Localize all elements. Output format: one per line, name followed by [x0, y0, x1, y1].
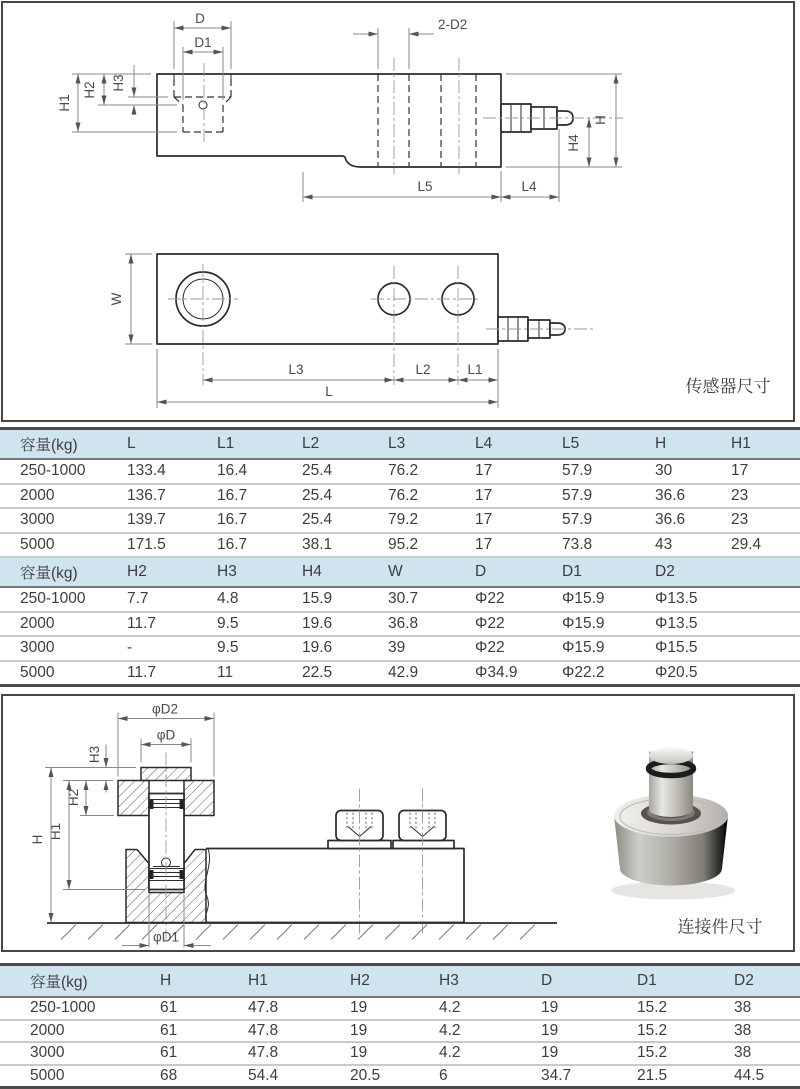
table-cell: 5000 [20, 663, 55, 681]
table-cell: 20.5 [350, 1066, 381, 1084]
table-cell: Φ15.9 [562, 639, 605, 657]
dim-label-conn-H3: H3 [87, 745, 102, 764]
dim-label-L4: L4 [521, 179, 537, 194]
mounting-holes-hidden-lines [378, 58, 476, 174]
table-cell: Φ22 [475, 639, 505, 657]
table-cell: 3000 [20, 639, 55, 657]
table-cell: 38 [734, 999, 752, 1017]
table-cell: 250-1000 [20, 462, 86, 480]
table-row [0, 588, 800, 613]
table-header-row [0, 558, 800, 588]
table-cell: 29.4 [731, 535, 762, 553]
dim-label-H3: H3 [111, 74, 126, 92]
table-cell: 133.4 [127, 462, 166, 480]
table-cell: 136.7 [127, 486, 166, 504]
table-cell: 54.4 [248, 1066, 279, 1084]
table-row [0, 637, 800, 662]
table-cell: Φ15.9 [562, 590, 605, 608]
table-cell: 4.2 [439, 1021, 461, 1039]
table-row [0, 998, 800, 1021]
column-header: H3 [439, 972, 459, 989]
table-row [0, 1021, 800, 1044]
table-cell: 17 [475, 486, 493, 504]
table-cell: 23 [731, 511, 749, 529]
column-header: W [388, 563, 403, 580]
column-header: D [475, 563, 487, 580]
table-cell: 6 [439, 1066, 448, 1084]
table-cell: 34.7 [541, 1066, 572, 1084]
table-cell: Φ22 [475, 614, 505, 632]
table-cell: 42.9 [388, 663, 419, 681]
table-cell: 17 [475, 462, 493, 480]
table-cell: 68 [160, 1066, 178, 1084]
table-cell: 25.4 [302, 511, 333, 529]
connector-drawing [3, 696, 793, 950]
connector-drawing-caption: 连接件尺寸 [677, 917, 763, 937]
column-header: H1 [248, 972, 268, 989]
table-row [0, 534, 800, 559]
table-cell: 16.7 [217, 535, 248, 553]
table-cell: 250-1000 [30, 999, 96, 1017]
table-cell: 76.2 [388, 462, 419, 480]
table-cell: 9.5 [217, 614, 239, 632]
table-cell: 38 [734, 1021, 752, 1039]
dim-label-L2: L2 [415, 362, 431, 377]
table-cell: 15.2 [637, 1044, 668, 1062]
table-cell: 11 [217, 663, 234, 681]
column-header: H4 [302, 563, 322, 580]
table-cell: 15.2 [637, 999, 668, 1017]
column-header: L4 [475, 435, 493, 452]
table-cell: Φ15.5 [655, 639, 698, 657]
column-header: H1 [731, 435, 751, 452]
column-header: L2 [302, 435, 320, 452]
table-cell: - [127, 639, 133, 657]
table-cell: 11.7 [127, 663, 157, 681]
table-row [0, 1066, 800, 1087]
table-cell: 39 [388, 639, 406, 657]
table-cell: 57.9 [562, 486, 593, 504]
table-cell: 79.2 [388, 511, 419, 529]
table-cell: 21.5 [637, 1066, 668, 1084]
ground-hatching [61, 925, 535, 940]
table-header-row [0, 430, 800, 460]
column-header: H [655, 435, 667, 452]
column-header: L5 [562, 435, 580, 452]
table-cell: 19 [541, 1021, 559, 1039]
column-header: H2 [350, 972, 370, 989]
table-cell: 16.7 [217, 511, 248, 529]
dim-label-H1: H1 [57, 94, 72, 112]
table-row [0, 485, 800, 510]
table-cell: 95.2 [388, 535, 419, 553]
table-cell: 5000 [20, 535, 55, 553]
dim-label-phiD: φD [156, 727, 176, 743]
table-cell: 47.8 [248, 1044, 279, 1062]
connector-drawing-panel [1, 694, 795, 952]
table-cell: 15.9 [302, 590, 333, 608]
table-cell: 19.6 [302, 614, 333, 632]
loadcell-side-outline [157, 74, 501, 167]
table-cell: 17 [475, 535, 493, 553]
table-row [0, 662, 800, 685]
table-cell: 2000 [20, 614, 55, 632]
table-header-row [0, 966, 800, 998]
table-cell: Φ34.9 [475, 663, 518, 681]
table-cell: 2000 [30, 1021, 65, 1039]
connector-spec-table [0, 963, 800, 1089]
dim-label-L1: L1 [467, 362, 483, 377]
table-cell: 30.7 [388, 590, 419, 608]
dim-label-W: W [109, 292, 124, 306]
table-cell: 19 [541, 999, 559, 1017]
table-cell: 19 [350, 999, 368, 1017]
table-cell: 43 [655, 535, 673, 553]
table-cell: 16.4 [217, 462, 248, 480]
table-cell: 73.8 [562, 535, 593, 553]
column-header: D1 [637, 972, 657, 989]
dim-label-D1: D1 [194, 35, 212, 50]
table-cell: 38 [734, 1044, 752, 1062]
column-header: H3 [217, 563, 237, 580]
table-cell: 19.6 [302, 639, 333, 657]
table-cell: 23 [731, 486, 749, 504]
top-view-features [168, 264, 593, 385]
column-header: 容量(kg) [20, 437, 78, 454]
sensor-spec-table [0, 427, 800, 687]
table-cell: 47.8 [248, 999, 279, 1017]
column-header: D2 [734, 972, 754, 989]
table-cell: Φ13.5 [655, 590, 698, 608]
dim-label-2-D2: 2-D2 [438, 17, 468, 32]
sensor-drawing-panel [1, 1, 795, 422]
table-cell: Φ22 [475, 590, 505, 608]
top-view-dimensions [109, 254, 498, 408]
table-cell: 4.8 [217, 590, 239, 608]
table-row [0, 1043, 800, 1066]
table-cell: 30 [655, 462, 673, 480]
dim-label-phiD1: φD1 [152, 929, 180, 945]
table-cell: 57.9 [562, 462, 593, 480]
table-cell: 25.4 [302, 486, 333, 504]
dim-label-conn-H2: H2 [66, 788, 81, 807]
column-header: L3 [388, 435, 406, 452]
dim-label-phiD2: φD2 [151, 701, 179, 717]
dim-label-H2: H2 [82, 81, 97, 99]
column-header: L1 [217, 435, 235, 452]
column-header: H2 [127, 563, 147, 580]
table-cell: Φ20.5 [655, 663, 698, 681]
dim-label-L5: L5 [417, 179, 433, 194]
sensor-drawing-caption: 传感器尺寸 [685, 377, 771, 396]
table-cell: 17 [475, 511, 493, 529]
table-cell: 36.6 [655, 511, 686, 529]
table-cell: 7.7 [127, 590, 149, 608]
dim-label-L3: L3 [288, 362, 304, 377]
connector-cross-section [47, 753, 557, 942]
table-cell: 2000 [20, 486, 55, 504]
table-cell: 3000 [20, 511, 55, 529]
table-cell: 61 [160, 999, 178, 1017]
table-cell: Φ15.9 [562, 614, 605, 632]
sensor-drawing [3, 3, 793, 420]
table-cell: 19 [350, 1044, 368, 1062]
table-row [0, 613, 800, 638]
table-cell: 9.5 [217, 639, 239, 657]
table-cell: 4.2 [439, 1044, 461, 1062]
dim-label-D: D [195, 11, 205, 26]
dim-label-conn-H1: H1 [48, 822, 63, 841]
dim-label-H4: H4 [566, 134, 581, 152]
column-header: 容量(kg) [30, 974, 88, 991]
table-cell: 250-1000 [20, 590, 86, 608]
table-cell: 11.7 [127, 614, 157, 632]
table-cell: 36.8 [388, 614, 419, 632]
table-cell: 3000 [30, 1044, 65, 1062]
table-cell: 19 [541, 1044, 559, 1062]
table-cell: 76.2 [388, 486, 419, 504]
table-cell: Φ22.2 [562, 663, 605, 681]
table-cell: 44.5 [734, 1066, 765, 1084]
column-header: H [160, 972, 172, 989]
table-row [0, 509, 800, 534]
table-cell: 57.9 [562, 511, 593, 529]
column-header: D [541, 972, 553, 989]
dim-label-L: L [325, 384, 333, 399]
table-cell: 5000 [30, 1066, 65, 1084]
table-cell: 19 [350, 1021, 368, 1039]
table-cell: Φ13.5 [655, 614, 698, 632]
table-cell: 139.7 [127, 511, 166, 529]
column-header: D1 [562, 563, 582, 580]
column-header: L [127, 435, 136, 452]
table-cell: 4.2 [439, 999, 461, 1017]
dim-label-conn-H: H [30, 834, 45, 845]
table-cell: 47.8 [248, 1021, 279, 1039]
table-cell: 61 [160, 1044, 178, 1062]
column-header: 容量(kg) [20, 565, 78, 582]
table-cell: 22.5 [302, 663, 333, 681]
table-cell: 38.1 [302, 535, 333, 553]
table-cell: 36.6 [655, 486, 686, 504]
table-cell: 171.5 [127, 535, 166, 553]
dim-label-H: H [593, 115, 608, 125]
connector-photo [611, 747, 735, 900]
column-header: D2 [655, 563, 675, 580]
table-cell: 15.2 [637, 1021, 668, 1039]
table-cell: 17 [731, 462, 749, 480]
table-cell: 16.7 [217, 486, 248, 504]
table-cell: 61 [160, 1021, 178, 1039]
table-row [0, 460, 800, 485]
table-cell: 25.4 [302, 462, 333, 480]
